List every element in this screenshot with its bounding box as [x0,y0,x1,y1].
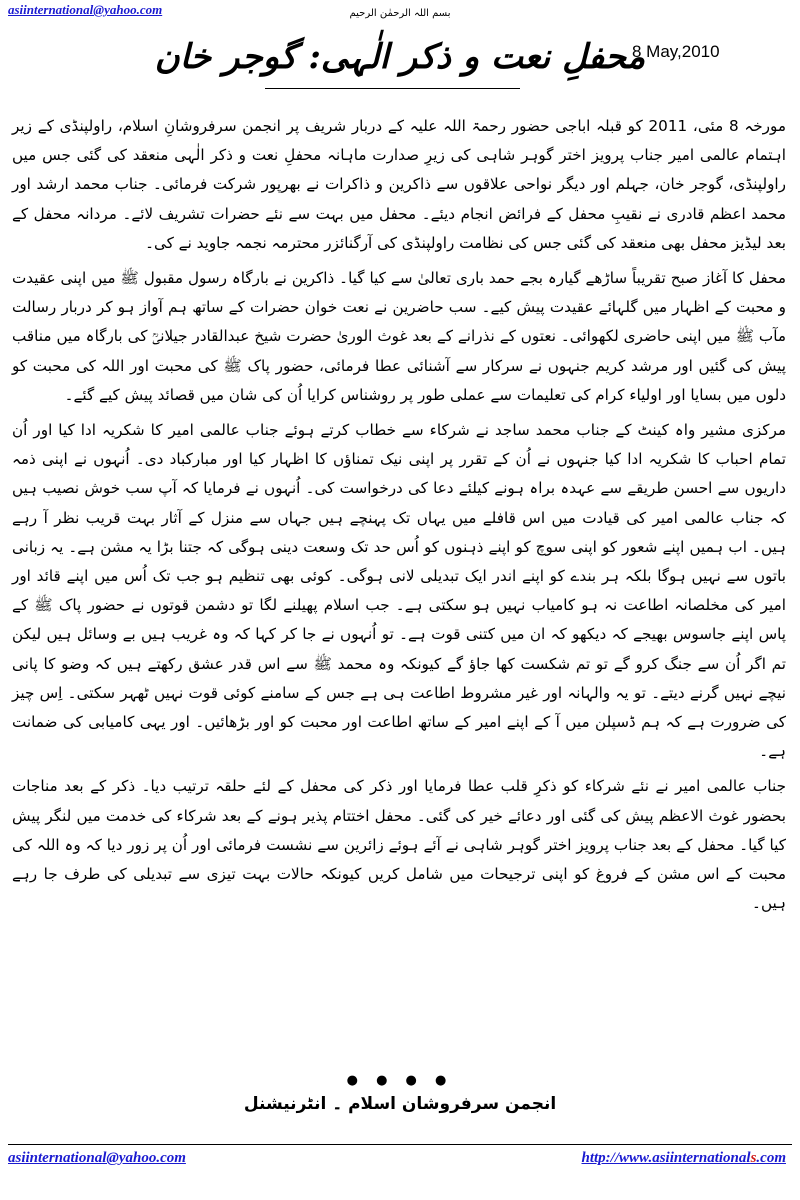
website-url-prefix: http://www.asiinternational [581,1150,751,1166]
website-link[interactable] [581,1150,786,1167]
article-paragraph-1: مورخہ 8 مئی، 2011 کو قبلہ اباجی حضور رحمۃ اللہ علیہ کے دربار شریف پر انجمن سرفروشانِ اسلام، راولپنڈی کے زیر اہتمام عالمی امیر جناب پرویز اختر گوہر شاہی کی زیرِ صدارت ماہانہ محفلِ نعت و ذکر الٰہی منعقد کی گئی جس میں راولپنڈی، گوجر خان، جہلم اور دیگر نواحی علاقوں سے ذاکرین و ذاکرات نے بھرپور شرکت فرمائی۔ جناب محمد ارشد اور محمد اعظم قادری نے نقیبِ محفل کے فرائض انجام دیئے۔ محفل میں بہت سے نئے حضرات تشریف لائے۔ مردانہ محفل کے بعد لیڈیز محفل بھی منعقد کی گئی جس کی نظامت راولپنڈی کی آرگنائزر محترمہ نجمہ جاوید نے کی۔ [12,117,787,252]
organization-name: انجمن سرفروشان اسلام ۔ انٹرنیشنل [243,1094,557,1114]
article-date: 8 May,2010 [632,42,720,61]
article-title: محفلِ نعت و ذکر الٰہی: گوجر خان [154,37,646,77]
article-paragraph-3: مرکزی مشیر واہ کینٹ کے جناب محمد ساجد نے شرکاء سے خطاب کرتے ہوئے جناب عالمی امیر کا شکریہ ادا کیا اور اُن تمام احباب کا شکریہ ادا کیا جنہوں نے اُن کے تقرر پر اپنی نیک تمناؤں کا اظہار کیا اور مبارکباد دی۔ اُنہوں نے اپنی ذمہ داریوں سے احسن طریقے سے عہدہ براہ ہونے کیلئے دعا کی درخواست کی۔ اُنہوں نے فرمایا کہ آپ سب خوش نصیب ہیں کہ جناب عالمی امیر کی قیادت میں اس قافلے میں یہاں تک پہنچے ہیں جہاں سے منزل کے آثار بہت قریب نظر آ رہے ہیں۔ اب ہمیں اپنے شعور کو اپنی سوچ کو اپنے ذہنوں کو اُس حد تک وسعت دینی ہوگی کہ جتنا بڑا یہ مشن ہے۔ یہ زبانی باتوں سے نہیں ہوگا بلکہ ہر بندے کو اپنے اندر ایک تبدیلی لانی ہوگی۔ کوئی بھی تنظیم ہو جب تک اُس میں اپنے قائد اور امیر کی مخلصانہ اطاعت نہ ہو کامیاب نہیں ہو سکتی ہے۔ جب اسلام پھیلنے لگا تو دشمن قوتوں نے حضور پاک ﷺ کے پاس اپنے جاسوس بھیجے کہ دیکھو کہ ان میں کتنی قوت ہے۔ تو اُنہوں نے جا کر کہا کہ وہ غریب ہیں بے وسائل ہیں لیکن تم اگر اُن سے جنگ کرو گے تو تم شکست کھا جاؤ گے کیونکہ وہ محمد ﷺ سے اس قدر عشق رکھتے ہیں کہ وضو کا پانی نیچے نہیں گرنے دیتے۔ تو یہ والہانہ اور غیر مشروط اطاعت ہی ہے جس کے سامنے کوئی قوت نہیں ٹھہر سکتی۔ اِس چیز کی ضرورت ہے کہ ہم ڈسپلن میں آ کے اپنے امیر کے ساتھ اطاعت اور محبت کو اور بڑھائیں۔ اور یہی کامیابی کی ضمانت ہے۔ [12,421,786,761]
header-email-link[interactable]: asiinternational@yahoo.com [8,2,163,17]
title-underline [265,88,520,89]
website-url-suffix: .com [756,1150,786,1166]
article-paragraph-4: جناب عالمی امیر نے نئے شرکاء کو ذکرِ قلب عطا فرمایا اور ذکر کی محفل کے لئے حلقہ ترتیب دیا۔ ذکر کے بعد مناجات بحضور غوث الاعظم پیش کی گئی اور دعائے خیر کی گئی۔ محفل اختتام پذیر ہونے کے بعد شرکاء کی خدمت میں لنگر پیش کیا گیا۔ محفل کے بعد جناب پرویز اختر گوہر شاہی نے آئے ہوئے زائرین سے نشست فرمائی اور اُن پر زور دیا کہ وہ اللہ کی محبت کے اس مشن کے فروغ کو اپنی ترجیحات میں شامل کریں کیونکہ حالات بہت تیزی سے تبدیلی کی طرف جا رہے ہیں۔ [12,777,786,913]
footer-divider [8,1144,792,1145]
bismillah-text: بسم اللہ الرحمٰن الرحیم [349,8,451,19]
divider-dots: ● ● ● ● [346,1073,454,1088]
website-url-highlight: s [750,1150,757,1166]
article-paragraph-2: محفل کا آغاز صبح تقریباً ساڑھے گیارہ بجے حمد باری تعالیٰ سے کیا گیا۔ ذاکرین نے بارگاہ رسول مقبول ﷺ میں اپنی عقیدت و محبت کے اظہار میں گلہائے عقیدت پیش کیے۔ سب حاضرین نے نعت خوان حضرات کے ساتھ ہم آواز ہو کر دربار رسالت مآب ﷺ میں اپنی حاضری لکھوائی۔ نعتوں کے نذرانے کے بعد غوث الوریٰ حضرت شیخ عبدالقادر جیلانیؒ کی بارگاہ میں مناقب پیش کی گئیں اور مرشد کریم جنہوں نے سرکار سے آشنائی عطا فرمائی، حضور پاک ﷺ کی محبت اور اللہ کی محبت کو دلوں میں بسایا اور اولیاء کرام کی تعلیمات سے عملی طور پر روشناس کرایا اُن کی شان میں قصائد پیش کیے گئے۔ [12,269,786,404]
article-body [12,112,786,924]
footer-email-link[interactable]: asiinternational@yahoo.com [8,1150,186,1166]
